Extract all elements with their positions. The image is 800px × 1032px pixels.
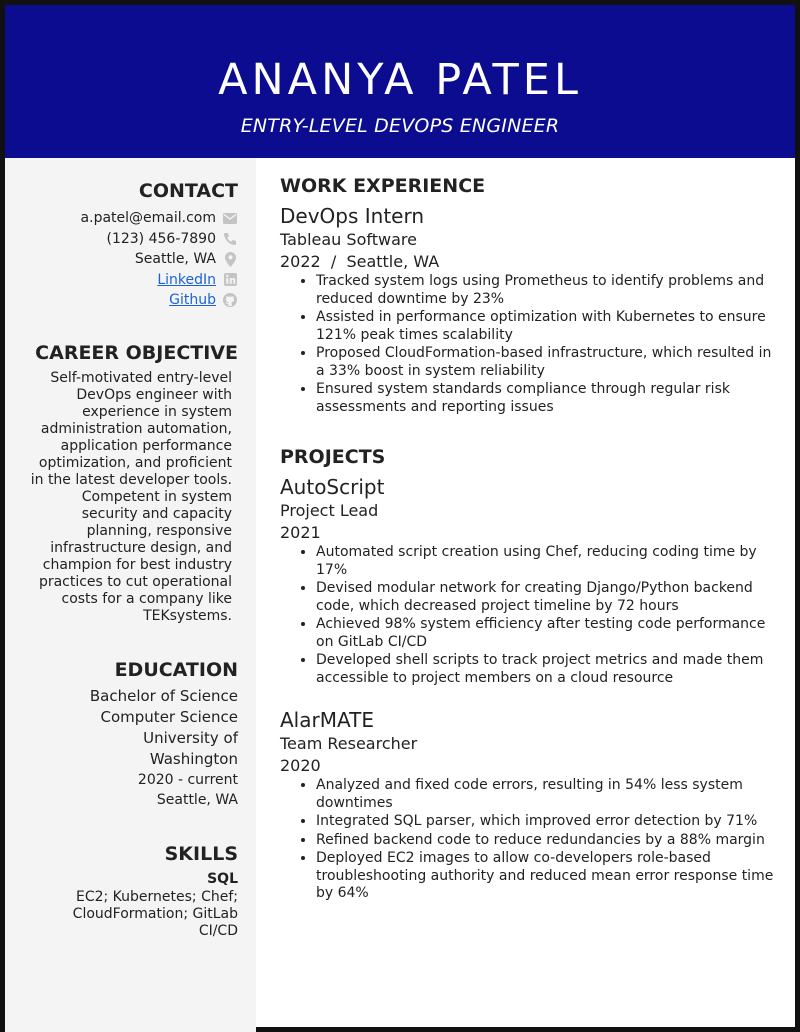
list-item: • Analyzed and fixed code errors, resulting in 54% less system downtimes (316, 777, 780, 812)
candidate-name: ANANYA PATEL (218, 55, 582, 105)
education-location: Seattle, WA (156, 792, 238, 808)
skills-group-heading: SQL (207, 871, 238, 887)
list-item: • Tracked system logs using Prometheus to identify problems and reduced downtime by 23% (316, 273, 780, 308)
contact-github-row (23, 290, 238, 311)
project-year: 2020 (280, 756, 321, 775)
list-item: • Deployed EC2 images to allow co-developers role-based troubleshooting authority and reduced mean error response time by 64% (316, 850, 780, 903)
contact-linkedin-row (23, 270, 238, 291)
project-bullets (280, 544, 780, 687)
skills-heading: SKILLS (164, 843, 238, 865)
project-alarmate (280, 707, 780, 903)
project-name: AutoScript (280, 475, 385, 499)
phone-icon (222, 231, 238, 247)
project-autoscript (280, 474, 780, 687)
sidebar (5, 158, 256, 1032)
github-icon (222, 292, 238, 308)
envelope-icon (222, 210, 238, 226)
list-item: • Integrated SQL parser, which improved error detection by 71% (316, 813, 780, 831)
github-link[interactable]: Github (169, 292, 216, 308)
education-dates: 2020 - current (137, 772, 238, 788)
work-heading: WORK EXPERIENCE (280, 175, 486, 197)
list-item: • Proposed CloudFormation-based infrastructure, which resulted in a 33% boost in system reliability (316, 345, 780, 380)
project-role: Team Researcher (280, 734, 418, 753)
projects-section (280, 446, 780, 903)
project-bullets (280, 777, 780, 903)
skills-section (23, 843, 238, 940)
list-item: • Assisted in performance optimization with Kubernetes to ensure 121% peak times scalability (316, 309, 780, 344)
education-school-line2: Washington (149, 750, 238, 768)
list-item: • Refined backend code to reduce redundancies by a 88% margin (316, 832, 780, 850)
education-school-line1: University of (143, 729, 238, 747)
list-item: • Devised modular network for creating Django/Python backend code, which decreased project timeline by 72 hours (316, 580, 780, 615)
contact-email-row (23, 208, 238, 229)
contact-phone-row (23, 229, 238, 250)
list-item: • Ensured system standards compliance through regular risk assessments and reporting issues (316, 381, 780, 416)
education-degree: Bachelor of Science (89, 687, 238, 705)
project-name: AlarMATE (280, 708, 374, 732)
projects-heading: PROJECTS (280, 446, 386, 468)
contact-section (23, 180, 238, 311)
objective-section (23, 342, 238, 625)
skills-list: EC2; Kubernetes; Chef; CloudFormation; GitLab CI/CD (72, 889, 238, 939)
project-role: Project Lead (280, 501, 379, 520)
contact-location: Seattle, WA (134, 251, 216, 267)
work-bullets (280, 273, 780, 416)
objective-text: Self-motivated entry-level DevOps engineer with experience in system administration automation, application performance optimization, and proficient in the latest developer tools. Competent in system security and capacity planning, responsive infrastructure design, and champion for best industry practices to cut operational costs for a company like TEKsystems. (30, 370, 232, 624)
list-item: • Automated script creation using Chef, reducing coding time by 17% (316, 544, 780, 579)
work-company: Tableau Software (280, 230, 417, 249)
main-content (280, 175, 780, 904)
resume-header (5, 5, 795, 158)
education-heading: EDUCATION (114, 659, 238, 681)
work-experience-section (280, 175, 780, 416)
project-year: 2021 (280, 523, 321, 542)
work-meta: 2022 / Seattle, WA (280, 252, 440, 271)
list-item: • Developed shell scripts to track project metrics and made them accessible to project members on a cloud resource (316, 652, 780, 687)
list-item: • Achieved 98% system efficiency after testing code performance on GitLab CI/CD (316, 616, 780, 651)
education-section (23, 659, 238, 810)
linkedin-link[interactable]: LinkedIn (157, 271, 216, 288)
candidate-title: ENTRY-LEVEL DEVOPS ENGINEER (240, 115, 560, 137)
contact-phone: (123) 456-7890 (106, 230, 216, 247)
contact-heading: CONTACT (138, 180, 238, 202)
linkedin-icon (222, 272, 238, 288)
contact-location-row (23, 249, 238, 270)
work-role: DevOps Intern (280, 204, 425, 228)
education-major: Computer Science (100, 708, 238, 726)
contact-email: a.patel@email.com (80, 210, 216, 226)
map-pin-icon (222, 251, 238, 267)
objective-heading: CAREER OBJECTIVE (35, 342, 238, 364)
